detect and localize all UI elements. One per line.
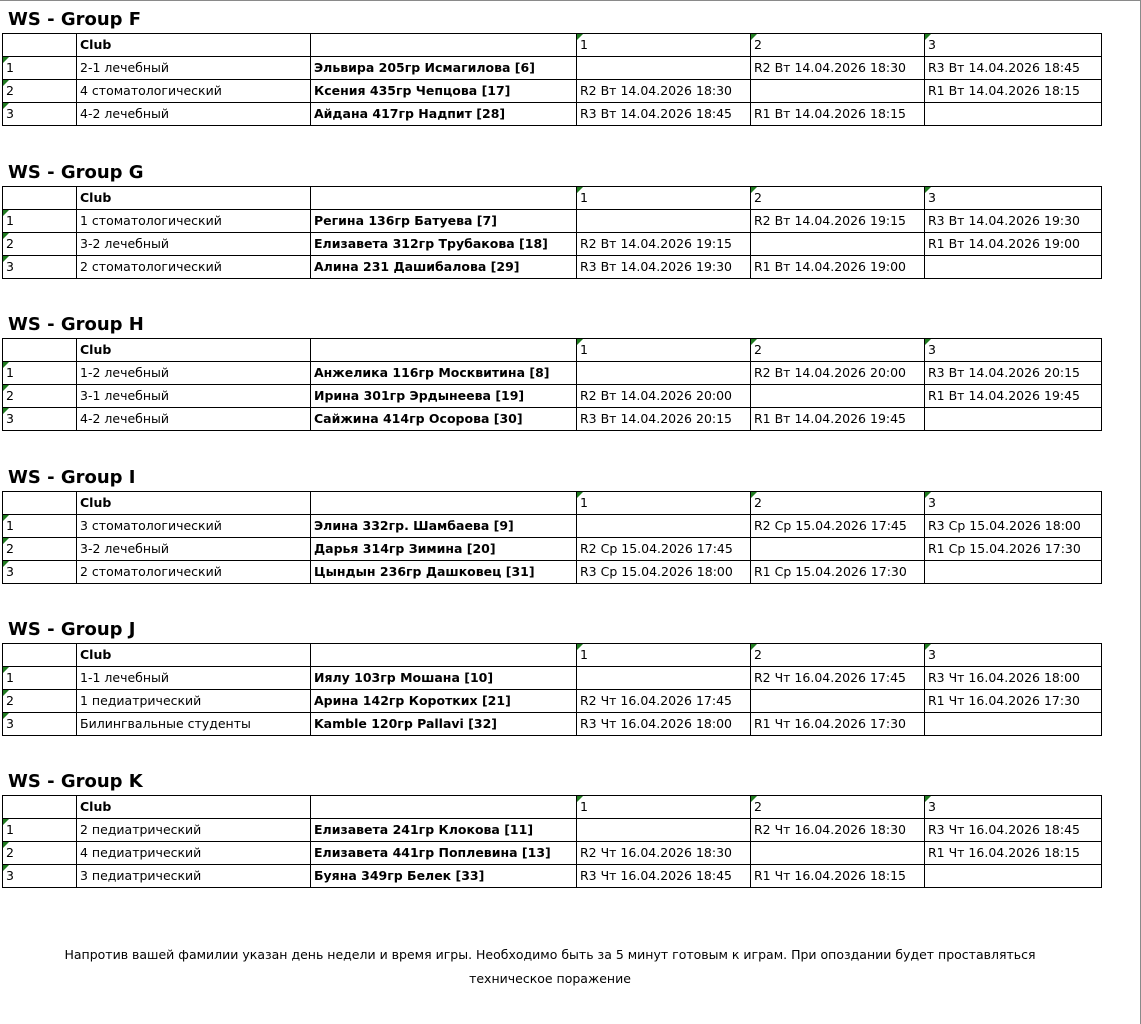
cell-r2[interactable] bbox=[751, 233, 925, 256]
cell-club[interactable]: 2 стоматологический bbox=[77, 256, 311, 279]
group-table bbox=[2, 795, 1102, 888]
header-cell-r3[interactable]: 3 bbox=[925, 796, 1102, 819]
cell-r1[interactable]: R2 Вт 14.04.2026 19:15 bbox=[577, 233, 751, 256]
cell-r2[interactable] bbox=[751, 842, 925, 865]
cell-player[interactable]: Эльвира 205гр Исмагилова [6] bbox=[311, 57, 577, 80]
header-cell-player[interactable] bbox=[311, 187, 577, 210]
cell-r2[interactable]: R1 Вт 14.04.2026 18:15 bbox=[751, 103, 925, 126]
header-cell-num[interactable] bbox=[3, 492, 77, 515]
header-cell-r3[interactable]: 3 bbox=[925, 492, 1102, 515]
header-cell-r2[interactable]: 2 bbox=[751, 644, 925, 667]
cell-num[interactable]: 2 bbox=[3, 385, 77, 408]
cell-num[interactable]: 2 bbox=[3, 80, 77, 103]
header-cell-r1[interactable]: 1 bbox=[577, 339, 751, 362]
cell-player[interactable]: Дарья 314гр Зимина [20] bbox=[311, 538, 577, 561]
cell-num[interactable]: 3 bbox=[3, 713, 77, 736]
cell-club[interactable]: 1 педиатрический bbox=[77, 690, 311, 713]
cell-club[interactable]: 4-2 лечебный bbox=[77, 408, 311, 431]
header-cell-num[interactable] bbox=[3, 796, 77, 819]
cell-r3[interactable] bbox=[925, 865, 1102, 888]
table-row bbox=[3, 690, 1102, 713]
header-cell-r2[interactable]: 2 bbox=[751, 339, 925, 362]
cell-r1[interactable]: R2 Ср 15.04.2026 17:45 bbox=[577, 538, 751, 561]
header-cell-num[interactable] bbox=[3, 644, 77, 667]
table-row bbox=[3, 233, 1102, 256]
cell-r1[interactable]: R3 Вт 14.04.2026 20:15 bbox=[577, 408, 751, 431]
group-table bbox=[2, 33, 1102, 126]
cell-num[interactable]: 3 bbox=[3, 561, 77, 584]
header-row bbox=[3, 796, 1102, 819]
cell-club[interactable]: 4-2 лечебный bbox=[77, 103, 311, 126]
group-title: WS - Group G bbox=[8, 162, 144, 183]
cell-r2[interactable] bbox=[751, 385, 925, 408]
cell-club[interactable]: Билингвальные студенты bbox=[77, 713, 311, 736]
cell-r2[interactable]: R2 Вт 14.04.2026 19:15 bbox=[751, 210, 925, 233]
header-row bbox=[3, 644, 1102, 667]
header-cell-r3[interactable]: 3 bbox=[925, 644, 1102, 667]
cell-r3[interactable]: R3 Ср 15.04.2026 18:00 bbox=[925, 515, 1102, 538]
table-row bbox=[3, 256, 1102, 279]
cell-r1[interactable] bbox=[577, 515, 751, 538]
cell-r2[interactable]: R2 Чт 16.04.2026 18:30 bbox=[751, 819, 925, 842]
table-row bbox=[3, 57, 1102, 80]
cell-club[interactable]: 2 стоматологический bbox=[77, 561, 311, 584]
cell-r3[interactable]: R3 Вт 14.04.2026 19:30 bbox=[925, 210, 1102, 233]
cell-player[interactable]: Цындын 236гр Дашковец [31] bbox=[311, 561, 577, 584]
group-block bbox=[2, 156, 1102, 279]
table-row bbox=[3, 819, 1102, 842]
cell-r2[interactable]: R1 Вт 14.04.2026 19:45 bbox=[751, 408, 925, 431]
cell-r2[interactable] bbox=[751, 690, 925, 713]
cell-r3[interactable]: R1 Вт 14.04.2026 19:45 bbox=[925, 385, 1102, 408]
header-row bbox=[3, 492, 1102, 515]
cell-club[interactable]: 1-2 лечебный bbox=[77, 362, 311, 385]
cell-num[interactable]: 1 bbox=[3, 57, 77, 80]
header-cell-r2[interactable]: 2 bbox=[751, 34, 925, 57]
cell-r1[interactable]: R3 Вт 14.04.2026 18:45 bbox=[577, 103, 751, 126]
header-cell-player[interactable] bbox=[311, 34, 577, 57]
cell-r2[interactable]: R1 Чт 16.04.2026 18:15 bbox=[751, 865, 925, 888]
cell-club[interactable]: 3-2 лечебный bbox=[77, 538, 311, 561]
group-title: WS - Group J bbox=[8, 619, 136, 640]
cell-r1[interactable]: R2 Вт 14.04.2026 18:30 bbox=[577, 80, 751, 103]
cell-player[interactable]: Елизавета 312гр Трубакова [18] bbox=[311, 233, 577, 256]
cell-num[interactable]: 2 bbox=[3, 842, 77, 865]
cell-r3[interactable] bbox=[925, 408, 1102, 431]
header-row bbox=[3, 339, 1102, 362]
header-cell-r1[interactable]: 1 bbox=[577, 644, 751, 667]
cell-r1[interactable] bbox=[577, 819, 751, 842]
cell-r3[interactable]: R1 Чт 16.04.2026 17:30 bbox=[925, 690, 1102, 713]
table-row bbox=[3, 385, 1102, 408]
cell-club[interactable]: 1 стоматологический bbox=[77, 210, 311, 233]
cell-player[interactable]: Елизавета 241гр Клокова [11] bbox=[311, 819, 577, 842]
cell-r2[interactable]: R1 Ср 15.04.2026 17:30 bbox=[751, 561, 925, 584]
cell-player[interactable]: Айдана 417гр Надпит [28] bbox=[311, 103, 577, 126]
cell-num[interactable]: 1 bbox=[3, 362, 77, 385]
group-table bbox=[2, 338, 1102, 431]
header-cell-club[interactable]: Club bbox=[77, 187, 311, 210]
cell-num[interactable]: 3 bbox=[3, 408, 77, 431]
header-cell-r1[interactable]: 1 bbox=[577, 796, 751, 819]
cell-num[interactable]: 3 bbox=[3, 103, 77, 126]
header-cell-player[interactable] bbox=[311, 644, 577, 667]
header-cell-num[interactable] bbox=[3, 339, 77, 362]
header-row bbox=[3, 34, 1102, 57]
cell-r1[interactable] bbox=[577, 210, 751, 233]
cell-player[interactable]: Алина 231 Дашибалова [29] bbox=[311, 256, 577, 279]
cell-r3[interactable]: R1 Вт 14.04.2026 19:00 bbox=[925, 233, 1102, 256]
cell-num[interactable]: 1 bbox=[3, 515, 77, 538]
cell-player[interactable]: Ирина 301гр Эрдынеева [19] bbox=[311, 385, 577, 408]
cell-club[interactable]: 4 педиатрический bbox=[77, 842, 311, 865]
group-block bbox=[2, 461, 1102, 584]
cell-r3[interactable]: R3 Чт 16.04.2026 18:00 bbox=[925, 667, 1102, 690]
table-row bbox=[3, 515, 1102, 538]
table-row bbox=[3, 80, 1102, 103]
header-cell-num[interactable] bbox=[3, 34, 77, 57]
cell-player[interactable]: Ксения 435гр Чепцова [17] bbox=[311, 80, 577, 103]
cell-r3[interactable]: R1 Чт 16.04.2026 18:15 bbox=[925, 842, 1102, 865]
header-cell-r1[interactable]: 1 bbox=[577, 34, 751, 57]
table-row bbox=[3, 538, 1102, 561]
cell-r1[interactable]: R2 Чт 16.04.2026 17:45 bbox=[577, 690, 751, 713]
cell-club[interactable]: 2-1 лечебный bbox=[77, 57, 311, 80]
group-table bbox=[2, 491, 1102, 584]
cell-r3[interactable]: R3 Чт 16.04.2026 18:45 bbox=[925, 819, 1102, 842]
header-cell-club[interactable]: Club bbox=[77, 644, 311, 667]
footer-note-line-2: техническое поражение bbox=[469, 971, 631, 986]
cell-r2[interactable]: R2 Ср 15.04.2026 17:45 bbox=[751, 515, 925, 538]
header-cell-player[interactable] bbox=[311, 796, 577, 819]
header-cell-num[interactable] bbox=[3, 187, 77, 210]
cell-player[interactable]: Сайжина 414гр Осорова [30] bbox=[311, 408, 577, 431]
group-table bbox=[2, 186, 1102, 279]
header-cell-r3[interactable]: 3 bbox=[925, 339, 1102, 362]
header-cell-r3[interactable]: 3 bbox=[925, 34, 1102, 57]
table-row bbox=[3, 561, 1102, 584]
group-block bbox=[2, 308, 1102, 431]
cell-club[interactable]: 3 стоматологический bbox=[77, 515, 311, 538]
cell-r3[interactable]: R3 Вт 14.04.2026 20:15 bbox=[925, 362, 1102, 385]
header-row bbox=[3, 187, 1102, 210]
cell-player[interactable]: Арина 142гр Коротких [21] bbox=[311, 690, 577, 713]
cell-player[interactable]: Елизавета 441гр Поплевина [13] bbox=[311, 842, 577, 865]
group-title: WS - Group F bbox=[8, 9, 142, 30]
cell-num[interactable]: 1 bbox=[3, 819, 77, 842]
header-cell-club[interactable]: Club bbox=[77, 34, 311, 57]
cell-club[interactable]: 4 стоматологический bbox=[77, 80, 311, 103]
header-cell-player[interactable] bbox=[311, 339, 577, 362]
cell-r1[interactable]: R2 Чт 16.04.2026 18:30 bbox=[577, 842, 751, 865]
cell-r3[interactable] bbox=[925, 256, 1102, 279]
cell-r2[interactable]: R2 Чт 16.04.2026 17:45 bbox=[751, 667, 925, 690]
group-title: WS - Group H bbox=[8, 314, 144, 335]
cell-r1[interactable] bbox=[577, 57, 751, 80]
cell-num[interactable]: 2 bbox=[3, 233, 77, 256]
cell-player[interactable]: Регина 136гр Батуева [7] bbox=[311, 210, 577, 233]
table-row bbox=[3, 210, 1102, 233]
header-cell-r2[interactable]: 2 bbox=[751, 492, 925, 515]
cell-r1[interactable]: R2 Вт 14.04.2026 20:00 bbox=[577, 385, 751, 408]
cell-player[interactable]: Анжелика 116гр Москвитина [8] bbox=[311, 362, 577, 385]
cell-r2[interactable]: R1 Чт 16.04.2026 17:30 bbox=[751, 713, 925, 736]
cell-r1[interactable]: R3 Вт 14.04.2026 19:30 bbox=[577, 256, 751, 279]
footer-note bbox=[0, 943, 1100, 991]
cell-r2[interactable] bbox=[751, 80, 925, 103]
header-cell-r2[interactable]: 2 bbox=[751, 796, 925, 819]
cell-r2[interactable] bbox=[751, 538, 925, 561]
cell-num[interactable]: 1 bbox=[3, 667, 77, 690]
table-row bbox=[3, 103, 1102, 126]
header-cell-player[interactable] bbox=[311, 492, 577, 515]
cell-player[interactable]: Иялу 103гр Мошана [10] bbox=[311, 667, 577, 690]
cell-r1[interactable]: R3 Чт 16.04.2026 18:45 bbox=[577, 865, 751, 888]
header-cell-r1[interactable]: 1 bbox=[577, 492, 751, 515]
table-row bbox=[3, 408, 1102, 431]
header-cell-r1[interactable]: 1 bbox=[577, 187, 751, 210]
cell-r2[interactable]: R1 Вт 14.04.2026 19:00 bbox=[751, 256, 925, 279]
group-title: WS - Group I bbox=[8, 467, 136, 488]
cell-r3[interactable]: R1 Ср 15.04.2026 17:30 bbox=[925, 538, 1102, 561]
cell-r3[interactable] bbox=[925, 561, 1102, 584]
cell-player[interactable]: Kamble 120гр Pallavi [32] bbox=[311, 713, 577, 736]
cell-r2[interactable]: R2 Вт 14.04.2026 20:00 bbox=[751, 362, 925, 385]
cell-r1[interactable] bbox=[577, 362, 751, 385]
header-cell-r2[interactable]: 2 bbox=[751, 187, 925, 210]
header-cell-club[interactable]: Club bbox=[77, 339, 311, 362]
table-row bbox=[3, 865, 1102, 888]
cell-num[interactable]: 2 bbox=[3, 690, 77, 713]
table-row bbox=[3, 667, 1102, 690]
group-block bbox=[2, 613, 1102, 736]
cell-num[interactable]: 1 bbox=[3, 210, 77, 233]
group-block bbox=[2, 765, 1102, 888]
cell-r3[interactable]: R3 Вт 14.04.2026 18:45 bbox=[925, 57, 1102, 80]
cell-r3[interactable] bbox=[925, 713, 1102, 736]
table-row bbox=[3, 842, 1102, 865]
group-title: WS - Group K bbox=[8, 771, 143, 792]
cell-r2[interactable]: R2 Вт 14.04.2026 18:30 bbox=[751, 57, 925, 80]
cell-num[interactable]: 3 bbox=[3, 865, 77, 888]
cell-club[interactable]: 3 педиатрический bbox=[77, 865, 311, 888]
cell-player[interactable]: Элина 332гр. Шамбаева [9] bbox=[311, 515, 577, 538]
group-block bbox=[2, 3, 1102, 126]
header-cell-club[interactable]: Club bbox=[77, 796, 311, 819]
cell-club[interactable]: 3-2 лечебный bbox=[77, 233, 311, 256]
cell-club[interactable]: 2 педиатрический bbox=[77, 819, 311, 842]
cell-num[interactable]: 3 bbox=[3, 256, 77, 279]
cell-num[interactable]: 2 bbox=[3, 538, 77, 561]
cell-r1[interactable] bbox=[577, 667, 751, 690]
cell-r1[interactable]: R3 Чт 16.04.2026 18:00 bbox=[577, 713, 751, 736]
header-cell-club[interactable]: Club bbox=[77, 492, 311, 515]
cell-r1[interactable]: R3 Ср 15.04.2026 18:00 bbox=[577, 561, 751, 584]
cell-r3[interactable] bbox=[925, 103, 1102, 126]
table-row bbox=[3, 713, 1102, 736]
header-cell-r3[interactable]: 3 bbox=[925, 187, 1102, 210]
cell-r3[interactable]: R1 Вт 14.04.2026 18:15 bbox=[925, 80, 1102, 103]
table-row bbox=[3, 362, 1102, 385]
cell-player[interactable]: Буяна 349гр Белек [33] bbox=[311, 865, 577, 888]
cell-club[interactable]: 3-1 лечебный bbox=[77, 385, 311, 408]
group-table bbox=[2, 643, 1102, 736]
cell-club[interactable]: 1-1 лечебный bbox=[77, 667, 311, 690]
footer-note-line-1: Напротив вашей фамилии указан день недели и время игры. Необходимо быть за 5 минут готовым к играм. При опоздании будет проставляться bbox=[64, 947, 1036, 962]
